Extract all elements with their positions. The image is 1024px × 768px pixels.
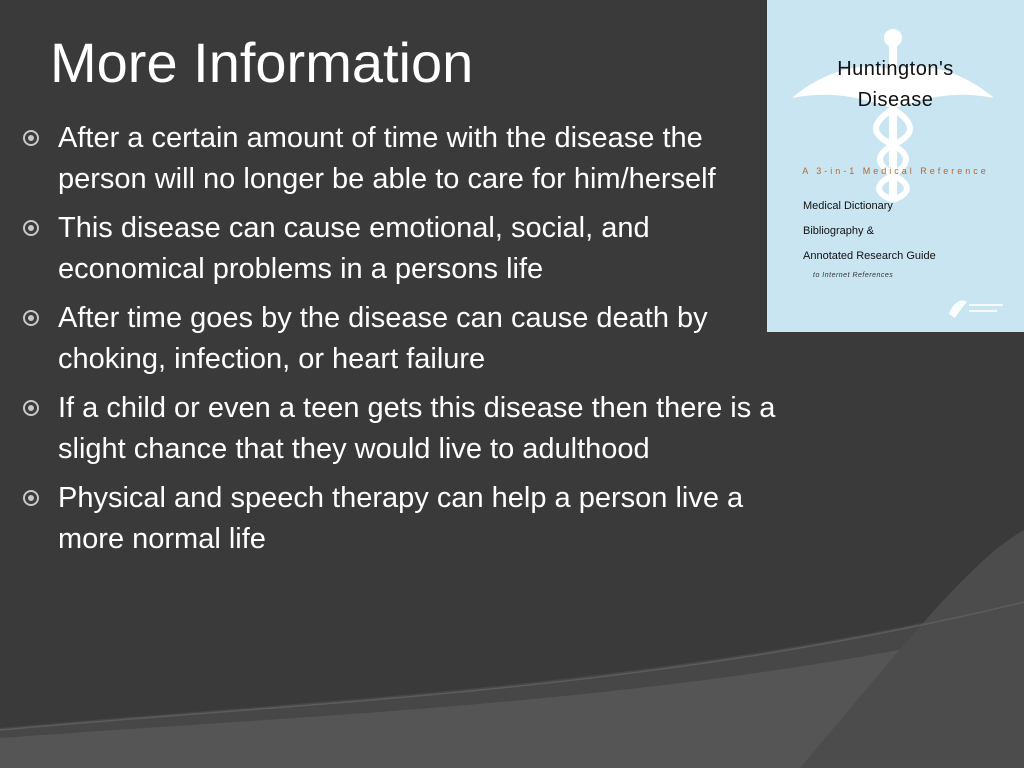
cover-small-text: to Internet References bbox=[813, 272, 894, 279]
bullet-text: After time goes by the disease can cause death by choking, infection, or heart failure bbox=[58, 302, 708, 375]
bullet-text: After a certain amount of time with the disease the person will no longer be able to care for him/herself bbox=[58, 122, 716, 195]
bullet-item bbox=[20, 118, 790, 200]
cover-line: Bibliography & bbox=[803, 225, 874, 237]
bullet-item bbox=[20, 388, 790, 470]
bullet-item bbox=[20, 478, 790, 560]
bullet-text: Physical and speech therapy can help a person live a more normal life bbox=[58, 482, 744, 555]
bullet-text: This disease can cause emotional, social, and economical problems in a persons life bbox=[58, 212, 650, 285]
bullet-circle-icon bbox=[23, 310, 39, 326]
cover-line: Annotated Research Guide bbox=[803, 250, 936, 262]
cover-title-line2: Disease bbox=[857, 89, 934, 111]
bullet-text: If a child or even a teen gets this disease then there is a slight chance that they would live to adulthood bbox=[58, 392, 776, 465]
bullet-circle-icon bbox=[23, 130, 39, 146]
cover-title-line1: Huntington's bbox=[837, 58, 954, 80]
bullet-circle-icon bbox=[23, 490, 39, 506]
bullet-circle-icon bbox=[23, 220, 39, 236]
bullet-circle-icon bbox=[23, 400, 39, 416]
publisher-logo-icon bbox=[945, 292, 1007, 322]
bullet-item bbox=[20, 298, 790, 380]
book-cover-image bbox=[767, 0, 1024, 332]
bullet-list bbox=[20, 118, 790, 568]
slide-title: More Information bbox=[50, 31, 474, 94]
bullet-item bbox=[20, 208, 790, 290]
cover-line: Medical Dictionary bbox=[803, 200, 893, 212]
cover-lines bbox=[803, 200, 936, 275]
cover-subtitle: A 3-in-1 Medical Reference bbox=[802, 166, 989, 176]
